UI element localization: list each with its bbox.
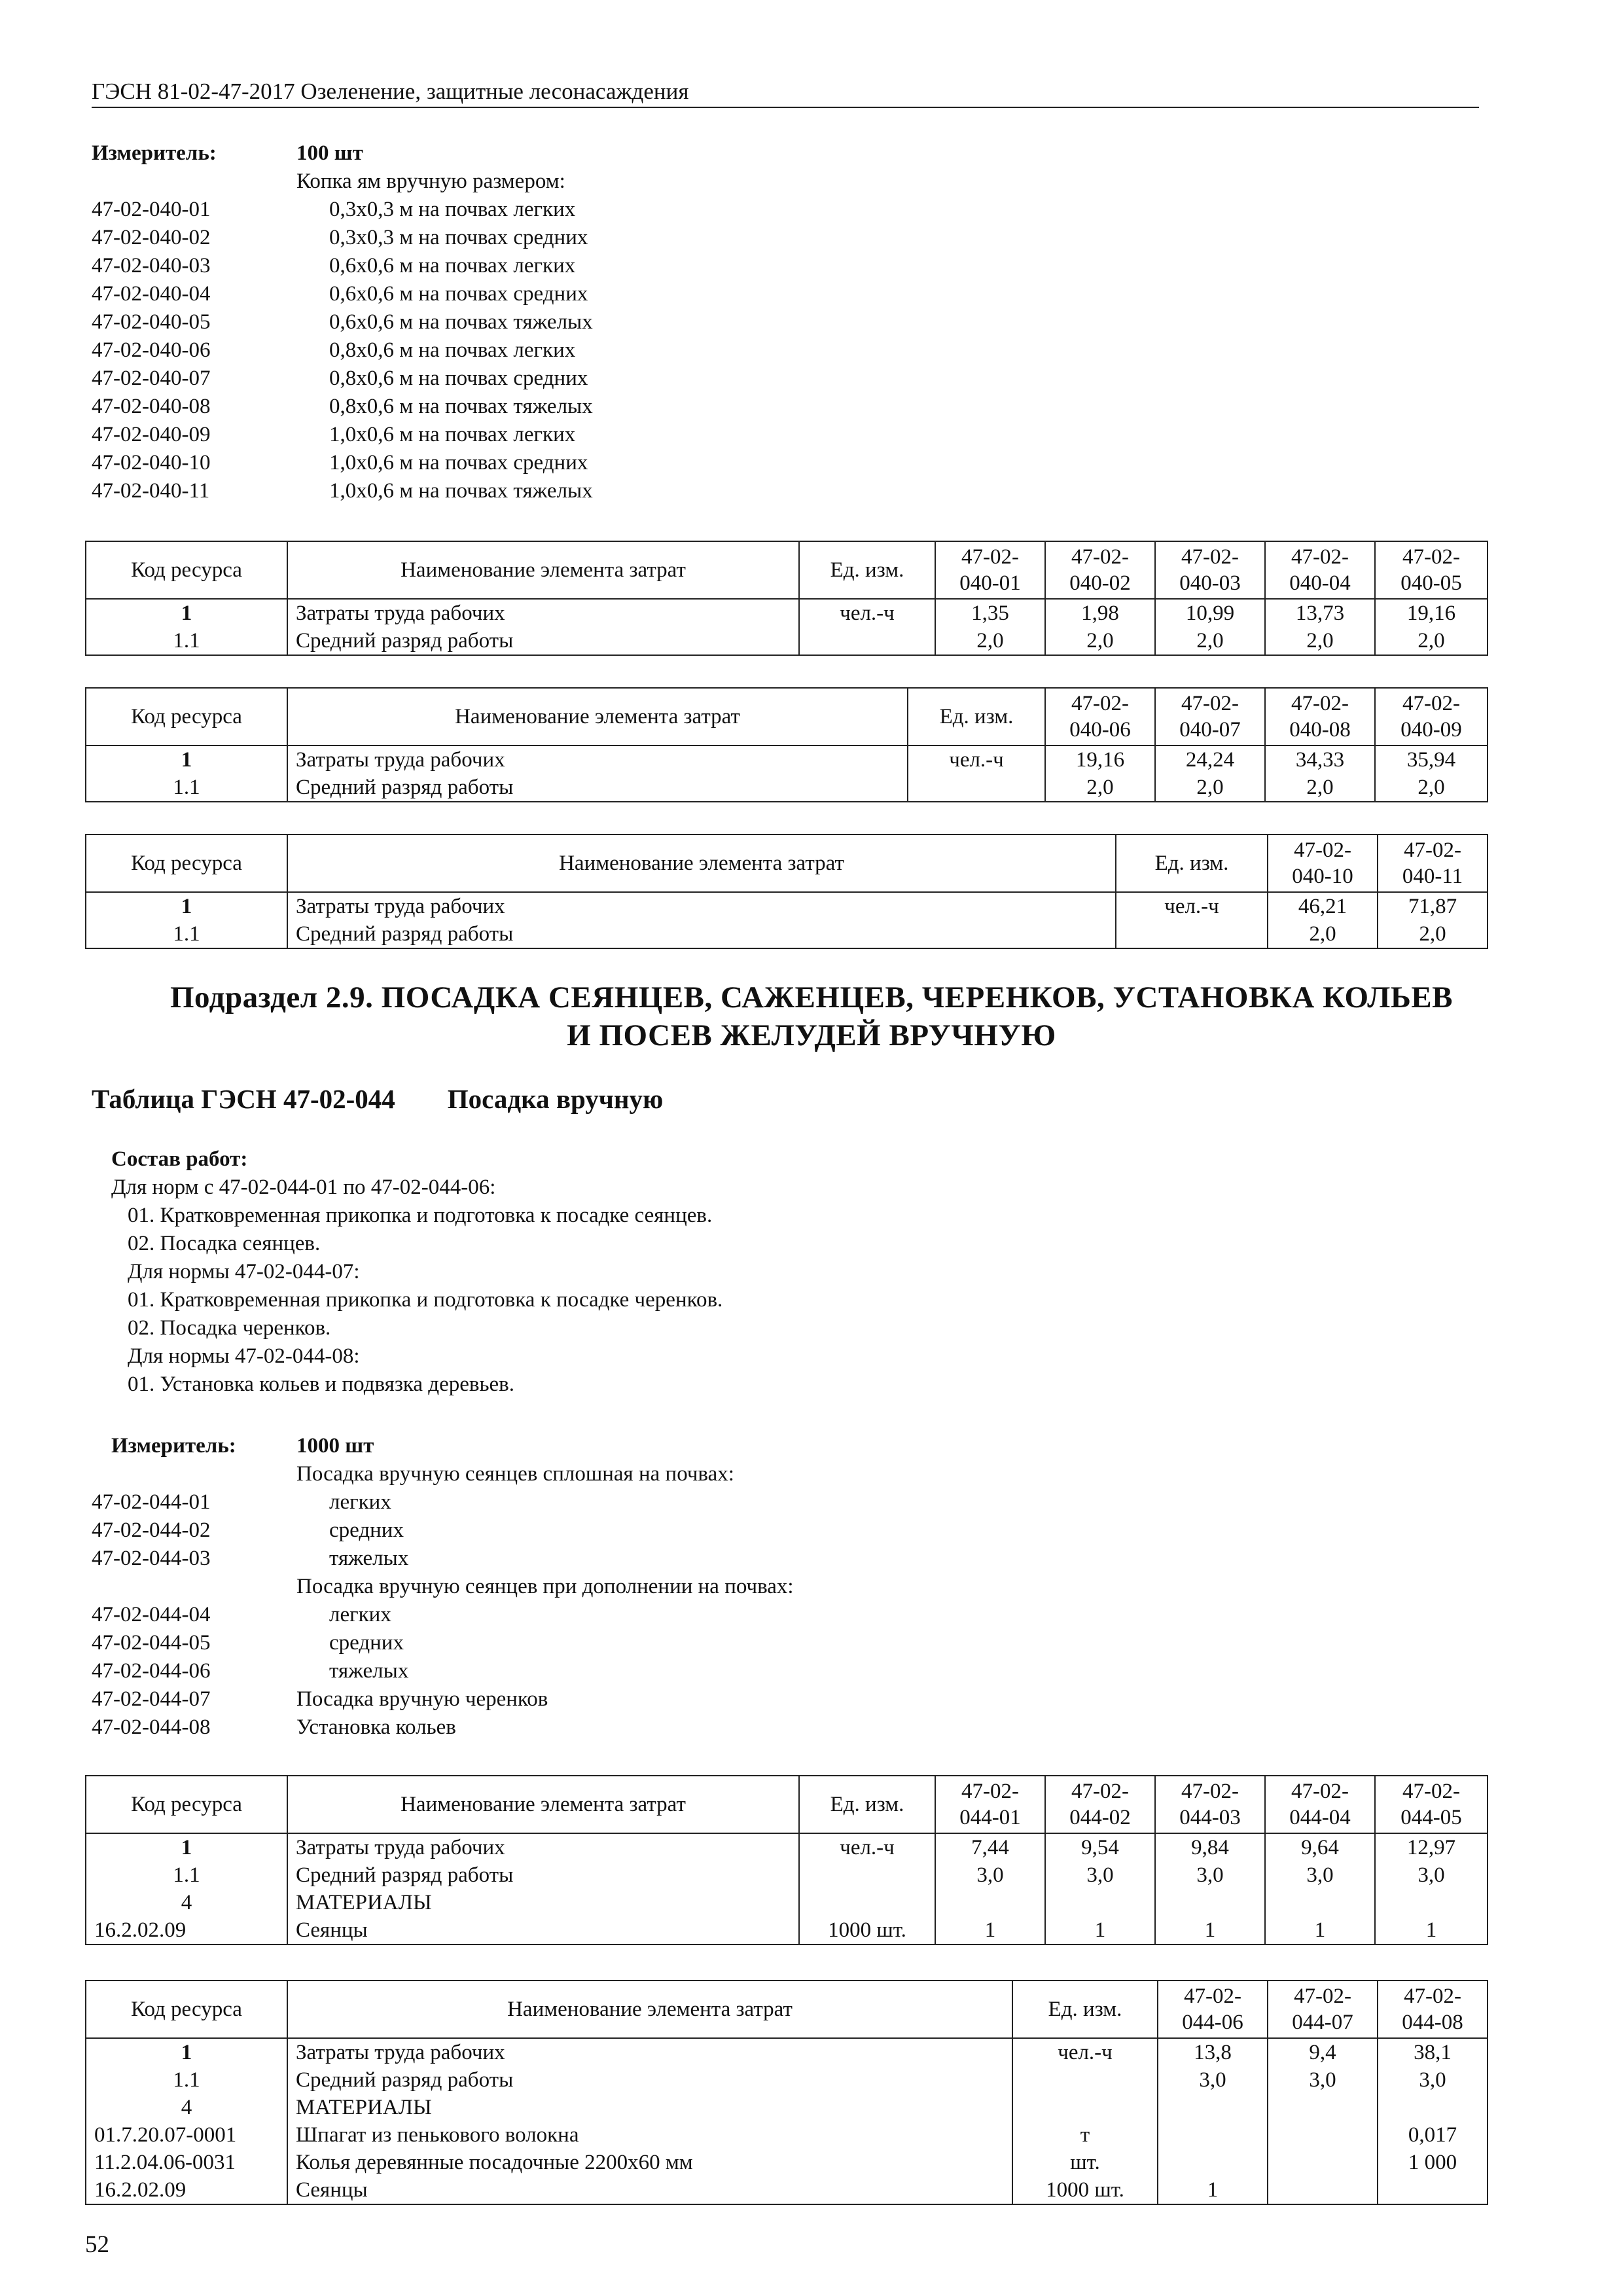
row-value (1265, 1889, 1375, 1916)
row-unit (799, 1889, 935, 1916)
row-code: 01.7.20.07-0001 (86, 2121, 287, 2149)
norm-code-part: 47-02- (1402, 545, 1460, 569)
row-value: 13,8 (1158, 2038, 1268, 2066)
row-unit (1116, 920, 1268, 948)
header-code: Код ресурса (86, 541, 287, 599)
row-unit: т (1012, 2121, 1158, 2149)
item-text: средних (329, 1518, 404, 1542)
item-text: средних (329, 1631, 404, 1655)
row-value: 0,017 (1378, 2121, 1488, 2149)
row-value: 1 (1045, 1916, 1155, 1945)
row-value (1375, 1889, 1488, 1916)
resource-table-4 (85, 1775, 1488, 1945)
row-code: 16.2.02.09 (86, 2176, 287, 2204)
measure-item (92, 336, 1486, 365)
header-unit: Ед. изм. (1116, 834, 1268, 892)
row-value: 9,4 (1268, 2038, 1378, 2066)
section-title-line-1: Подраздел 2.9. ПОСАДКА СЕЯНЦЕВ, САЖЕНЦЕВ, ЧЕРЕНКОВ, УСТАНОВКА КОЛЬЕВ (169, 980, 1454, 1014)
row-code: 1.1 (86, 627, 287, 655)
header-norm-code (1265, 1776, 1375, 1833)
item-text: тяжелых (329, 1547, 409, 1570)
measure-block-1 (92, 139, 1486, 505)
norm-code-part: 47-02- (1184, 1984, 1241, 2008)
item-code: 47-02-040-03 (92, 254, 211, 278)
norm-code-part: 47-02- (1291, 692, 1349, 715)
header-norm-code (1378, 834, 1488, 892)
row-unit (1012, 2094, 1158, 2121)
header-norm-code (935, 541, 1045, 599)
row-name: Шпагат из пенькового волокна (287, 2121, 1012, 2149)
item-code: 47-02-044-04 (92, 1603, 211, 1626)
row-value (1268, 2176, 1378, 2204)
norm-code-part: 044-03 (1179, 1806, 1241, 1829)
measure-item (92, 421, 1486, 449)
header-unit: Ед. изм. (799, 1776, 935, 1833)
measure-item (92, 1545, 1486, 1573)
norm-code-part: 47-02- (1294, 1984, 1351, 2008)
row-value: 12,97 (1375, 1833, 1488, 1861)
measure-item (92, 1685, 1486, 1713)
measure-item (92, 280, 1486, 308)
row-code: 4 (86, 1889, 287, 1916)
norm-code-part: 47-02- (1402, 1780, 1460, 1803)
header-norm-code (1155, 688, 1265, 745)
row-value (1155, 1889, 1265, 1916)
works-line: 01. Кратковременная прикопка и подготовка к посадке сеянцев. (128, 1204, 713, 1227)
table-row (86, 1916, 1488, 1945)
norm-code-part: 044-08 (1402, 2011, 1463, 2034)
table-title (92, 1085, 663, 1113)
item-text: тяжелых (329, 1659, 409, 1683)
norm-code-part: 040-04 (1289, 571, 1351, 595)
norm-code-part: 47-02- (961, 545, 1019, 569)
item-code: 47-02-040-06 (92, 338, 211, 362)
row-value: 3,0 (1375, 1861, 1488, 1889)
item-text: 0,3x0,3 м на почвах легких (329, 198, 576, 221)
row-code: 1 (86, 2038, 287, 2066)
row-unit (799, 1861, 935, 1889)
table-row (86, 745, 1488, 774)
row-value: 2,0 (1268, 920, 1378, 948)
header-name: Наименование элемента затрат (287, 834, 1116, 892)
norm-code-part: 040-08 (1289, 718, 1351, 742)
measure-value: 1000 шт (296, 1434, 374, 1458)
norm-code-part: 47-02- (961, 1780, 1019, 1803)
norm-code-part: 040-09 (1400, 718, 1462, 742)
table-row (86, 2066, 1488, 2094)
table-row (86, 2149, 1488, 2176)
row-unit: чел.-ч (799, 599, 935, 627)
row-value: 2,0 (1378, 920, 1488, 948)
row-value: 3,0 (1158, 2066, 1268, 2094)
row-value: 3,0 (1268, 2066, 1378, 2094)
row-value: 46,21 (1268, 892, 1378, 920)
norm-code-part: 47-02- (1291, 1780, 1349, 1803)
norm-code-part: 044-04 (1289, 1806, 1351, 1829)
header-norm-code (1265, 541, 1375, 599)
row-value: 2,0 (1265, 627, 1375, 655)
row-unit: шт. (1012, 2149, 1158, 2176)
row-value: 34,33 (1265, 745, 1375, 774)
row-value: 2,0 (1375, 627, 1488, 655)
row-value: 35,94 (1375, 745, 1488, 774)
norm-code-part: 47-02- (1071, 692, 1129, 715)
row-value: 1 (935, 1916, 1045, 1945)
row-name: Средний разряд работы (287, 2066, 1012, 2094)
row-unit: чел.-ч (1012, 2038, 1158, 2066)
table-row (86, 2038, 1488, 2066)
row-name: Затраты труда рабочих (287, 892, 1116, 920)
table-row (86, 774, 1488, 802)
row-name: Сеянцы (287, 1916, 799, 1945)
measure-item (92, 1573, 1486, 1601)
row-value: 9,64 (1265, 1833, 1375, 1861)
row-code: 4 (86, 2094, 287, 2121)
row-value: 24,24 (1155, 745, 1265, 774)
item-text: Посадка вручную сеянцев сплошная на почвах: (296, 1462, 734, 1486)
header-norm-code (1268, 834, 1378, 892)
norm-code-part: 47-02- (1071, 1780, 1129, 1803)
row-name: Затраты труда рабочих (287, 2038, 1012, 2066)
row-value: 1,98 (1045, 599, 1155, 627)
norm-code-part: 044-02 (1069, 1806, 1131, 1829)
row-value: 2,0 (1375, 774, 1488, 802)
row-value (1268, 2149, 1378, 2176)
page-number: 52 (85, 2231, 109, 2258)
norm-code-part: 040-02 (1069, 571, 1131, 595)
item-code (92, 1573, 296, 1601)
works-line: Для норм с 47-02-044-01 по 47-02-044-06: (111, 1175, 496, 1199)
item-code: 47-02-044-08 (92, 1715, 211, 1739)
row-value: 2,0 (1045, 627, 1155, 655)
row-unit: чел.-ч (908, 745, 1045, 774)
measure-item (92, 477, 1486, 505)
measure-item (92, 1516, 1486, 1545)
header-norm-code (1158, 1981, 1268, 2038)
row-code: 1.1 (86, 920, 287, 948)
row-value: 3,0 (1155, 1861, 1265, 1889)
item-code (92, 1460, 296, 1488)
measure-item (92, 308, 1486, 336)
row-value: 3,0 (1378, 2066, 1488, 2094)
norm-code-part: 040-05 (1400, 571, 1462, 595)
item-code: 47-02-040-08 (92, 395, 211, 418)
row-value: 1,35 (935, 599, 1045, 627)
row-value: 19,16 (1045, 745, 1155, 774)
header-norm-code (1375, 541, 1488, 599)
norm-code-part: 47-02- (1404, 838, 1461, 862)
row-unit: чел.-ч (799, 1833, 935, 1861)
table-row (86, 1861, 1488, 1889)
item-code: 47-02-044-05 (92, 1631, 211, 1655)
row-value: 1 (1158, 2176, 1268, 2204)
row-value: 1 (1155, 1916, 1265, 1945)
row-code: 1 (86, 599, 287, 627)
norm-code-part: 040-10 (1292, 865, 1353, 888)
row-name: Затраты труда рабочих (287, 1833, 799, 1861)
header-name: Наименование элемента затрат (287, 688, 908, 745)
norm-code-part: 040-03 (1179, 571, 1241, 595)
header-unit: Ед. изм. (1012, 1981, 1158, 2038)
measure-item (92, 1488, 1486, 1516)
item-text: Посадка вручную сеянцев при дополнении на почвах: (296, 1575, 794, 1598)
row-value: 3,0 (1265, 1861, 1375, 1889)
measure-item (92, 1657, 1486, 1685)
item-text: 1,0x0,6 м на почвах легких (329, 423, 576, 446)
row-value: 10,99 (1155, 599, 1265, 627)
row-name: Средний разряд работы (287, 774, 908, 802)
header-norm-code (1155, 1776, 1265, 1833)
row-code: 11.2.04.06-0031 (86, 2149, 287, 2176)
header-code: Код ресурса (86, 1776, 287, 1833)
measure-item (92, 365, 1486, 393)
row-value: 38,1 (1378, 2038, 1488, 2066)
row-name: МАТЕРИАЛЫ (287, 1889, 799, 1916)
item-code: 47-02-040-09 (92, 423, 211, 446)
header-norm-code (1375, 1776, 1488, 1833)
row-code: 1.1 (86, 1861, 287, 1889)
measure-item (92, 224, 1486, 252)
row-name: Сеянцы (287, 2176, 1012, 2204)
row-unit (908, 774, 1045, 802)
row-value: 9,54 (1045, 1833, 1155, 1861)
header-name: Наименование элемента затрат (287, 1981, 1012, 2038)
row-name: Средний разряд работы (287, 1861, 799, 1889)
row-value (1378, 2094, 1488, 2121)
row-code: 1 (86, 745, 287, 774)
table-row (86, 892, 1488, 920)
row-name: Затраты труда рабочих (287, 745, 908, 774)
measure-item (92, 1713, 1486, 1742)
row-code: 16.2.02.09 (86, 1916, 287, 1945)
header-norm-code (1045, 688, 1155, 745)
norm-code-part: 040-11 (1402, 865, 1463, 888)
measure-block-2 (92, 1432, 1486, 1742)
row-value: 2,0 (1155, 627, 1265, 655)
header-name: Наименование элемента затрат (287, 1776, 799, 1833)
row-value: 19,16 (1375, 599, 1488, 627)
table-row (86, 2121, 1488, 2149)
measure-item (92, 449, 1486, 477)
row-value (1268, 2121, 1378, 2149)
row-value: 1 000 (1378, 2149, 1488, 2176)
norm-code-part: 044-05 (1400, 1806, 1462, 1829)
header-norm-code (1045, 1776, 1155, 1833)
row-code: 1 (86, 1833, 287, 1861)
row-value (935, 1889, 1045, 1916)
resource-table-5 (85, 1980, 1488, 2205)
table-row (86, 1889, 1488, 1916)
norm-code-part: 040-07 (1179, 718, 1241, 742)
item-code: 47-02-044-06 (92, 1659, 211, 1683)
row-value: 13,73 (1265, 599, 1375, 627)
norm-code-part: 47-02- (1071, 545, 1129, 569)
header-code: Код ресурса (86, 688, 287, 745)
norm-code-part: 040-06 (1069, 718, 1131, 742)
works-block (92, 1145, 1486, 1399)
item-text: 0,6x0,6 м на почвах тяжелых (329, 310, 593, 334)
row-value (1158, 2149, 1268, 2176)
item-text: 0,8x0,6 м на почвах тяжелых (329, 395, 593, 418)
item-code: 47-02-040-05 (92, 310, 211, 334)
row-value: 2,0 (1155, 774, 1265, 802)
works-line: 02. Посадка черенков. (128, 1316, 331, 1340)
row-value (1268, 2094, 1378, 2121)
measure-item (92, 1629, 1486, 1657)
table-number: Таблица ГЭСН 47-02-044 (92, 1084, 395, 1114)
item-text: 0,6x0,6 м на почвах средних (329, 282, 588, 306)
table-row (86, 1833, 1488, 1861)
row-value (1378, 2176, 1488, 2204)
item-text: легких (329, 1603, 391, 1626)
section-title-line-2: И ПОСЕВ ЖЕЛУДЕЙ ВРУЧНУЮ (567, 1018, 1056, 1052)
norm-code-part: 47-02- (1181, 1780, 1239, 1803)
item-text: 1,0x0,6 м на почвах средних (329, 451, 588, 475)
table-row (86, 2094, 1488, 2121)
item-text: 0,8x0,6 м на почвах легких (329, 338, 576, 362)
row-value (1158, 2094, 1268, 2121)
norm-code-part: 044-07 (1292, 2011, 1353, 2034)
norm-code-part: 040-01 (959, 571, 1021, 595)
norm-code-part: 47-02- (1404, 1984, 1461, 2008)
norm-code-part: 044-06 (1182, 2011, 1243, 2034)
item-code: 47-02-040-01 (92, 198, 211, 221)
header-code: Код ресурса (86, 834, 287, 892)
measure-intro: Копка ям вручную размером: (296, 170, 565, 193)
header-norm-code (1378, 1981, 1488, 2038)
item-code: 47-02-044-02 (92, 1518, 211, 1542)
row-name: МАТЕРИАЛЫ (287, 2094, 1012, 2121)
table-row (86, 920, 1488, 948)
measure-item (92, 393, 1486, 421)
resource-table-3 (85, 834, 1488, 949)
measure-label: Измеритель: (92, 141, 217, 165)
table-row (86, 599, 1488, 627)
works-line: Для нормы 47-02-044-07: (128, 1260, 360, 1283)
row-value: 9,84 (1155, 1833, 1265, 1861)
item-text: 1,0x0,6 м на почвах тяжелых (329, 479, 593, 503)
header-name: Наименование элемента затрат (287, 541, 799, 599)
works-line: Для нормы 47-02-044-08: (128, 1344, 360, 1368)
works-line: 02. Посадка сеянцев. (128, 1232, 321, 1255)
item-text: легких (329, 1490, 391, 1514)
row-value: 2,0 (1045, 774, 1155, 802)
works-line: 01. Кратковременная прикопка и подготовка к посадке черенков. (128, 1288, 723, 1312)
table-row (86, 2176, 1488, 2204)
item-text: Установка кольев (296, 1715, 456, 1739)
item-text: Посадка вручную черенков (296, 1687, 548, 1711)
row-name: Затраты труда рабочих (287, 599, 799, 627)
norm-code-part: 47-02- (1181, 545, 1239, 569)
table-row (86, 627, 1488, 655)
header-norm-code (1265, 688, 1375, 745)
header-unit: Ед. изм. (908, 688, 1045, 745)
norm-code-part: 47-02- (1291, 545, 1349, 569)
row-code: 1 (86, 892, 287, 920)
row-value: 3,0 (1045, 1861, 1155, 1889)
item-text: 0,8x0,6 м на почвах средних (329, 367, 588, 390)
row-value: 2,0 (935, 627, 1045, 655)
row-unit: чел.-ч (1116, 892, 1268, 920)
item-code: 47-02-040-11 (92, 479, 210, 503)
norm-code-part: 47-02- (1294, 838, 1351, 862)
norm-code-part: 044-01 (959, 1806, 1021, 1829)
row-value: 2,0 (1265, 774, 1375, 802)
item-code: 47-02-040-10 (92, 451, 211, 475)
header-norm-code (1155, 541, 1265, 599)
header-unit: Ед. изм. (799, 541, 935, 599)
item-code: 47-02-040-07 (92, 367, 211, 390)
running-header: ГЭСН 81-02-47-2017 Озеленение, защитные лесонасаждения (92, 77, 1479, 108)
measure-item (92, 196, 1486, 224)
row-unit (799, 627, 935, 655)
resource-table-2 (85, 687, 1488, 802)
item-code: 47-02-044-03 (92, 1547, 211, 1570)
section-title (0, 978, 1623, 1054)
header-code: Код ресурса (86, 1981, 287, 2038)
resource-table-1 (85, 541, 1488, 656)
row-code: 1.1 (86, 2066, 287, 2094)
item-text: 0,3x0,3 м на почвах средних (329, 226, 588, 249)
row-name: Колья деревянные посадочные 2200x60 мм (287, 2149, 1012, 2176)
norm-code-part: 47-02- (1181, 692, 1239, 715)
measure-value: 100 шт (296, 141, 363, 165)
row-value: 1 (1265, 1916, 1375, 1945)
header-norm-code (1375, 688, 1488, 745)
table-name: Посадка вручную (447, 1084, 664, 1114)
row-unit: 1000 шт. (1012, 2176, 1158, 2204)
measure-item (92, 1601, 1486, 1629)
row-code: 1.1 (86, 774, 287, 802)
header-norm-code (1268, 1981, 1378, 2038)
row-name: Средний разряд работы (287, 627, 799, 655)
row-value (1045, 1889, 1155, 1916)
row-value: 1 (1375, 1916, 1488, 1945)
item-code: 47-02-040-04 (92, 282, 211, 306)
works-line: 01. Установка кольев и подвязка деревьев. (128, 1372, 515, 1396)
item-code: 47-02-040-02 (92, 226, 211, 249)
row-unit: 1000 шт. (799, 1916, 935, 1945)
row-value: 71,87 (1378, 892, 1488, 920)
header-norm-code (935, 1776, 1045, 1833)
row-value (1158, 2121, 1268, 2149)
row-unit (1012, 2066, 1158, 2094)
item-code: 47-02-044-01 (92, 1490, 211, 1514)
works-label: Состав работ: (111, 1147, 248, 1171)
measure-item (92, 1460, 1486, 1488)
norm-code-part: 47-02- (1402, 692, 1460, 715)
header-norm-code (1045, 541, 1155, 599)
row-value: 7,44 (935, 1833, 1045, 1861)
item-text: 0,6x0,6 м на почвах легких (329, 254, 576, 278)
row-value: 3,0 (935, 1861, 1045, 1889)
measure-label: Измеритель: (111, 1434, 236, 1458)
row-name: Средний разряд работы (287, 920, 1116, 948)
item-code: 47-02-044-07 (92, 1687, 211, 1711)
measure-item (92, 252, 1486, 280)
